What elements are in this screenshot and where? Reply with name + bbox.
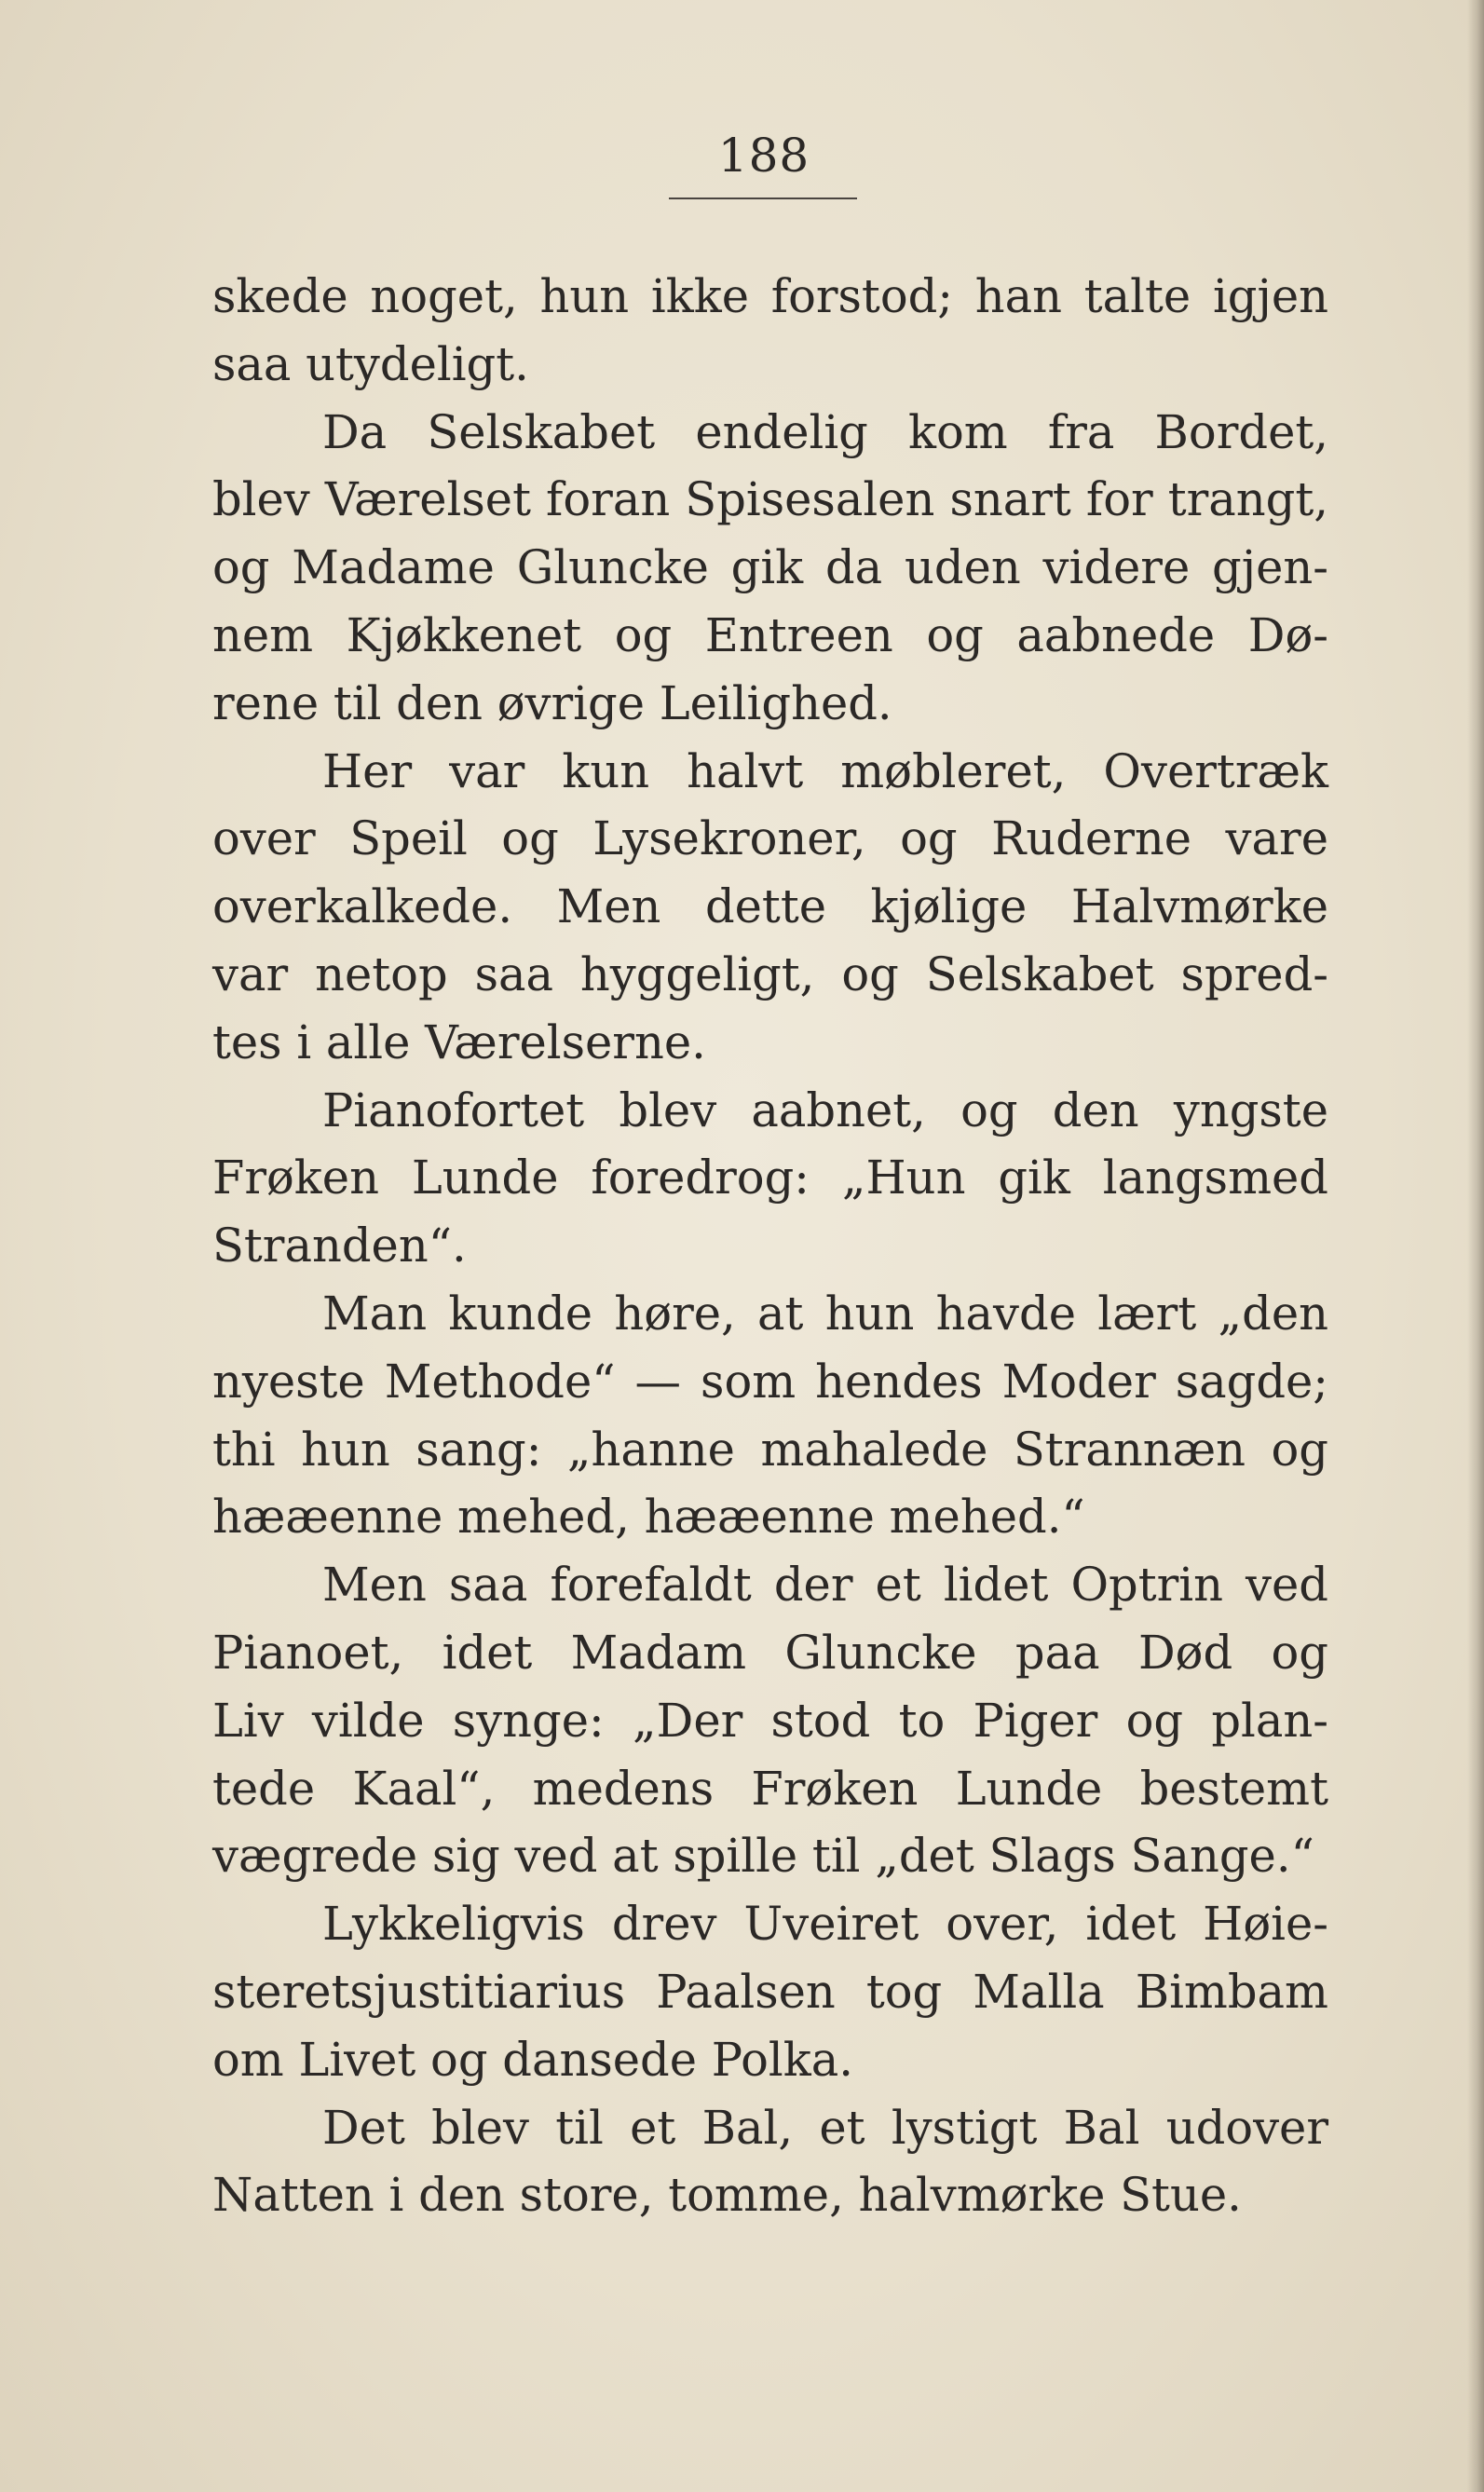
text-line: thi hun sang: „hanne mahalede Strannæn og (212, 1422, 1328, 1477)
text-line: Stranden“. (212, 1219, 467, 1273)
text-line: Liv vilde synge: „Der stod to Piger og plan- (212, 1693, 1328, 1748)
text-line: Frøken Lunde foredrog: „Hun gik langsmed (212, 1151, 1328, 1205)
text-line: nem Kjøkkenet og Entreen og aabnede Dø- (212, 607, 1328, 662)
text-line: Man kunde høre, at hun havde lært „den (322, 1286, 1328, 1341)
text-line: om Livet og dansede Polka. (212, 2032, 853, 2087)
text-line: steretsjustitiarius Paalsen tog Malla Bimbam (212, 1964, 1328, 2019)
text-line: rene til den øvrige Leilighed. (212, 675, 892, 730)
text-line: over Speil og Lysekroner, og Ruderne vare (212, 811, 1328, 866)
body-text (212, 263, 1328, 2229)
text-line: nyeste Methode“ — som hendes Moder sagde; (212, 1354, 1328, 1409)
text-line: Men saa forefaldt der et lidet Optrin ved (322, 1558, 1328, 1613)
text-line: blev Værelset foran Spisesalen snart for trangt, (212, 472, 1328, 527)
text-line: var netop saa hyggeligt, og Selskabet spred- (212, 946, 1328, 1001)
text-line: hææenne mehed, hææenne mehed.“ (212, 1490, 1085, 1545)
text-line: saa utydeligt. (212, 336, 529, 391)
page-number-rule (669, 197, 857, 199)
text-line: Det blev til et Bal, et lystigt Bal udover (322, 2100, 1328, 2155)
text-line: tede Kaal“, medens Frøken Lunde bestemt (212, 1761, 1328, 1816)
text-line: overkalkede. Men dette kjølige Halvmørke (212, 879, 1328, 934)
text-line: Her var kun halvt møbleret, Overtræk (322, 743, 1328, 798)
text-line: Natten i den store, tomme, halvmørke Stue. (212, 2168, 1242, 2223)
text-line: vægrede sig ved at spille til „det Slags Sange.“ (212, 1829, 1314, 1884)
text-line: Lykkeligvis drev Uveiret over, idet Høie- (322, 1897, 1328, 1952)
text-line: Da Selskabet endelig kom fra Bordet, (322, 404, 1328, 459)
text-line: tes i alle Værelserne. (212, 1015, 706, 1069)
text-line: Pianofortet blev aabnet, og den yngste (322, 1083, 1328, 1137)
text-line: skede noget, hun ikke forstod; han talte igjen (212, 269, 1328, 323)
text-line: Pianoet, idet Madam Gluncke paa Død og (212, 1625, 1328, 1680)
page-number: 188 (717, 129, 810, 183)
text-line: og Madame Gluncke gik da uden videre gjen- (212, 540, 1328, 595)
page-edge-shadow (1467, 0, 1484, 2492)
